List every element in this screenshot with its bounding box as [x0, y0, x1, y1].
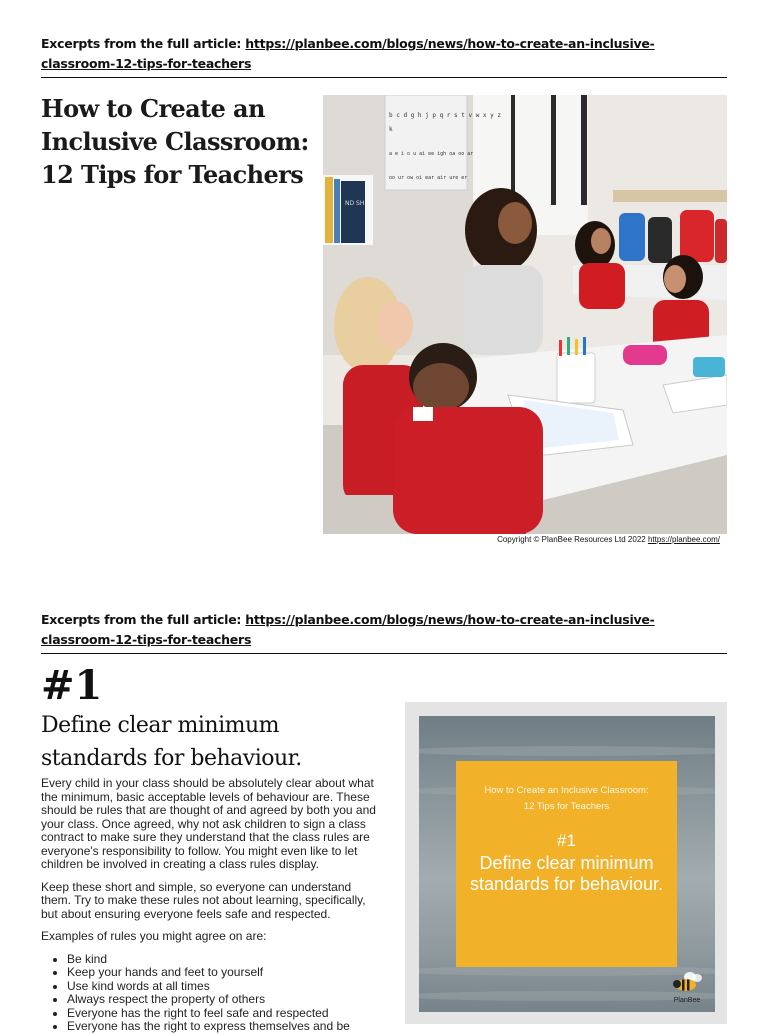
list-item: • Everyone has the right to feel safe and respected	[67, 1007, 381, 1021]
card-tip-heading: Define clear minimum standards for behaviour.	[469, 853, 664, 894]
card-subtitle-line-1: How to Create an Inclusive Classroom:	[484, 785, 649, 796]
rules-list	[41, 953, 381, 1034]
classroom-photo	[323, 95, 727, 534]
alphabet-row-2: k	[389, 126, 393, 133]
excerpt-label: Excerpts from the full article:	[41, 36, 246, 51]
book-spine-text: ND SH	[345, 200, 365, 207]
card-tip-number: #1	[557, 831, 576, 850]
bee-icon	[670, 971, 704, 993]
page-title: How to Create an Inclusive Classroom: 12 Tips for Teachers	[41, 94, 309, 189]
planbee-brand: PlanBee	[673, 997, 701, 1004]
excerpt-header	[41, 34, 727, 78]
excerpt-label: Excerpts from the full article:	[41, 612, 246, 627]
tip-card	[419, 716, 715, 1012]
body-paragraph: Keep these short and simple, so everyone can understand them. Try to make these rules not about learning, specifically, but about ensuring everyone feels safe and respected.	[41, 879, 366, 921]
body-paragraph: Every child in your class should be absolutely clear about what the minimum, basic acceptable levels of behaviour are. These should be rules that are thought of and agreed by both you and your class. Once agreed, why not ask children to sign a class contract to make sure they understand that the class rules are everyone's responsibility to follow. You might even like to let children be involved in creating a class rules display.	[41, 776, 376, 871]
copyright-line	[323, 535, 720, 544]
list-item: • Keep your hands and feet to yourself	[67, 966, 381, 980]
excerpt-header-2	[41, 610, 727, 654]
alphabet-row-1: b c d g h j p q r s t v w x y z	[389, 112, 501, 119]
tip-number: #1	[41, 662, 103, 709]
copyright-text: Copyright © PlanBee Resources Ltd 2022	[497, 535, 648, 544]
list-item: • Use kind words at all times	[67, 980, 381, 994]
tip-card-panel	[456, 761, 677, 967]
alphabet-row-3: a e i o u ai ee igh oa oo ar	[389, 151, 474, 157]
tip-card-frame	[405, 702, 727, 1024]
article-link[interactable]: https://planbee.com/blogs/news/how-to-create-an-inclusive-classroom-12-tips-for-teachers	[41, 36, 655, 71]
body-paragraph: Examples of rules you might agree on are:	[41, 929, 267, 943]
list-item: • Everyone has the right to express themselves and be	[67, 1020, 381, 1034]
alphabet-row-4: oo ur ow oi ear air ure er	[389, 175, 468, 181]
copyright-link[interactable]: https://planbee.com/	[647, 535, 720, 544]
article-link[interactable]: https://planbee.com/blogs/news/how-to-create-an-inclusive-classroom-12-tips-for-teachers	[41, 612, 655, 647]
tip-body	[41, 777, 381, 1034]
card-subtitle-line-2: 12 Tips for Teachers	[523, 801, 610, 812]
list-item: • Be kind	[67, 953, 381, 967]
card-subtitle	[464, 783, 669, 815]
planbee-logo	[667, 971, 707, 1004]
tip-heading: Define clear minimum standards for behaviour.	[41, 713, 302, 771]
list-item: • Always respect the property of others	[67, 993, 381, 1007]
